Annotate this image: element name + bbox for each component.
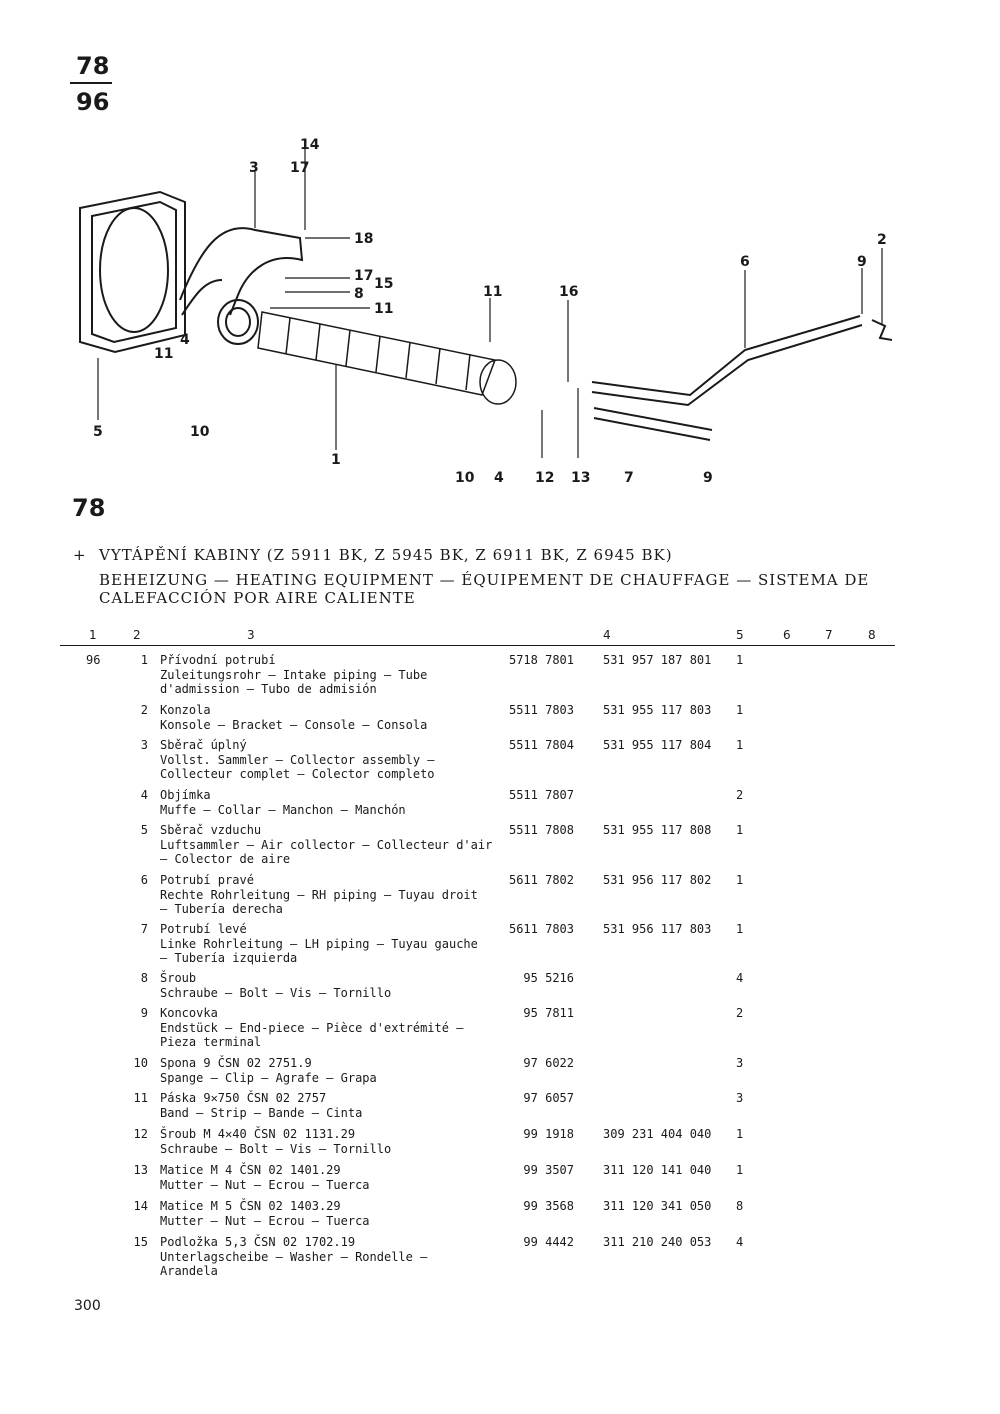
col-header-3: 3: [247, 628, 255, 642]
part-code-cell: 97 6057: [523, 1091, 574, 1105]
description-line: Mutter — Nut — Ecrou — Tuerca: [160, 1177, 370, 1192]
description-cell: [160, 653, 505, 697]
table-header-rule: [60, 645, 895, 646]
description-line: d'admission — Tubo de admisión: [160, 682, 377, 696]
air-collector-drawing: [80, 192, 185, 352]
description-line: Objímka: [160, 788, 211, 802]
exploded-diagram: [0, 120, 1000, 500]
reference-number-cell: 311 210 240 053: [603, 1235, 712, 1249]
position-cell: 9: [140, 1006, 148, 1020]
position-cell: 13: [133, 1163, 148, 1177]
description-line: Arandela: [160, 1264, 218, 1278]
callout-4: 4: [180, 332, 190, 348]
callout-5: 5: [93, 424, 103, 440]
description-line: Pieza terminal: [160, 1035, 262, 1049]
part-code-cell: 99 4442: [523, 1235, 574, 1249]
part-code-cell: 5511 7803: [508, 703, 574, 717]
callout-3: 3: [249, 160, 259, 176]
quantity-cell: 1: [736, 873, 744, 887]
position-cell: 3: [140, 738, 148, 752]
section-title-cz: VYTÁPĚNÍ KABINY (Z 5911 BK, Z 5945 BK, Z 6911 BK, Z 6945 BK): [99, 546, 673, 564]
reference-number-cell: 531 956 117 802: [603, 873, 712, 887]
description-line: Přívodní potrubí: [160, 653, 276, 667]
quantity-cell: 1: [736, 823, 744, 837]
col-header-4: 4: [603, 628, 611, 642]
description-line: Endstück — End-piece — Pièce d'extrémité —: [160, 1020, 464, 1035]
section-number: 78: [72, 494, 106, 522]
quantity-cell: 2: [736, 788, 744, 802]
description-line: Páska 9✕750 ČSN 02 2757: [160, 1091, 327, 1105]
quantity-cell: 1: [736, 922, 744, 936]
col-header-5: 5: [736, 628, 744, 642]
quantity-cell: 3: [736, 1056, 744, 1070]
figure-ref-cell: 96: [86, 653, 101, 667]
description-line: Muffe — Collar — Manchon — Manchón: [160, 802, 406, 817]
callout-6: 6: [740, 254, 750, 270]
position-cell: 15: [133, 1235, 148, 1249]
description-line: Mutter — Nut — Ecrou — Tuerca: [160, 1213, 370, 1228]
figure-number-top: 78: [76, 52, 110, 80]
description-line: Schraube — Bolt — Vis — Tornillo: [160, 1141, 392, 1156]
callout-2: 2: [877, 232, 887, 248]
description-cell: [160, 1127, 505, 1156]
callout-11: 11: [374, 301, 394, 317]
quantity-cell: 4: [736, 971, 744, 985]
position-cell: 1: [140, 653, 148, 667]
position-cell: 8: [140, 971, 148, 985]
reference-number-cell: 531 955 117 808: [603, 823, 712, 837]
description-cell: [160, 738, 505, 782]
part-code-cell: 97 6022: [523, 1056, 574, 1070]
description-line: Koncovka: [160, 1006, 218, 1020]
description-line: — Tubería izquierda: [160, 951, 298, 965]
part-code-cell: 5511 7808: [508, 823, 574, 837]
description-line: Unterlagscheibe — Washer — Rondelle —: [160, 1249, 428, 1264]
col-header-1: 1: [89, 628, 97, 642]
description-line: Collecteur complet — Colector completo: [160, 767, 435, 781]
description-cell: [160, 971, 505, 1000]
reference-number-cell: 311 120 141 040: [603, 1163, 712, 1177]
callout-8: 8: [354, 286, 364, 302]
description-line: Schraube — Bolt — Vis — Tornillo: [160, 985, 392, 1000]
description-line: Spona 9 ČSN 02 2751.9: [160, 1056, 312, 1070]
position-cell: 5: [140, 823, 148, 837]
reference-number-cell: 311 120 341 050: [603, 1199, 712, 1213]
page-number: 300: [74, 1298, 101, 1314]
reference-number-cell: 531 956 117 803: [603, 922, 712, 936]
callout-11c: 11: [483, 284, 503, 300]
part-code-cell: 99 3507: [523, 1163, 574, 1177]
part-code-cell: 5511 7807: [508, 788, 574, 802]
quantity-cell: 2: [736, 1006, 744, 1020]
position-cell: 10: [133, 1056, 148, 1070]
description-line: Podložka 5,3 ČSN 02 1702.19: [160, 1235, 356, 1249]
description-line: Potrubí pravé: [160, 873, 254, 887]
description-line: Rechte Rohrleitung — RH piping — Tuyau droit: [160, 887, 478, 902]
leader-lines: [98, 148, 882, 458]
description-cell: [160, 788, 505, 817]
description-line: Sběrač úplný: [160, 738, 247, 752]
description-line: Matice M 4 ČSN 02 1401.29: [160, 1163, 341, 1177]
quantity-cell: 1: [736, 1163, 744, 1177]
intake-piping-drawing: [258, 312, 516, 404]
callout-1: 1: [331, 452, 341, 468]
section-marker: +: [73, 546, 87, 564]
part-code-cell: 99 3568: [523, 1199, 574, 1213]
description-line: Band — Strip — Bande — Cinta: [160, 1105, 363, 1120]
callout-18: 18: [354, 231, 374, 247]
position-cell: 11: [133, 1091, 148, 1105]
callout-15: 15: [374, 276, 394, 292]
description-line: Konsole — Bracket — Console — Consola: [160, 717, 428, 732]
col-header-6: 6: [783, 628, 791, 642]
quantity-cell: 1: [736, 738, 744, 752]
col-header-7: 7: [825, 628, 833, 642]
position-cell: 14: [133, 1199, 148, 1213]
callout-7: 7: [624, 470, 634, 486]
description-cell: [160, 1199, 505, 1228]
description-cell: [160, 1091, 505, 1120]
description-line: — Tubería derecha: [160, 902, 283, 916]
description-line: Luftsammler — Air collector — Collecteur d'air: [160, 837, 493, 852]
description-line: Zuleitungsrohr — Intake piping — Tube: [160, 667, 428, 682]
part-code-cell: 95 5216: [523, 971, 574, 985]
position-cell: 4: [140, 788, 148, 802]
description-line: Konzola: [160, 703, 211, 717]
description-line: Spange — Clip — Agrafe — Grapa: [160, 1070, 377, 1085]
description-line: Sběrač vzduchu: [160, 823, 262, 837]
callout-9: 9: [857, 254, 867, 270]
description-line: — Colector de aire: [160, 852, 291, 866]
description-cell: [160, 823, 505, 867]
quantity-cell: 1: [736, 1127, 744, 1141]
collector-assembly-drawing: [180, 228, 302, 344]
description-line: Šroub M 4✕40 ČSN 02 1131.29: [160, 1127, 356, 1141]
description-cell: [160, 1235, 505, 1279]
part-code-cell: 95 7811: [523, 1006, 574, 1020]
quantity-cell: 4: [736, 1235, 744, 1249]
callout-17: 17: [290, 160, 310, 176]
quantity-cell: 1: [736, 653, 744, 667]
part-code-cell: 5511 7804: [508, 738, 574, 752]
callout-12: 12: [535, 470, 555, 486]
col-header-8: 8: [868, 628, 876, 642]
callout-9b: 9: [703, 470, 713, 486]
callout-10b: 10: [455, 470, 475, 486]
callout-14: 14: [300, 137, 320, 153]
description-cell: [160, 922, 505, 966]
description-line: Šroub: [160, 971, 197, 985]
fraction-line: [70, 82, 112, 84]
reference-number-cell: 309 231 404 040: [603, 1127, 712, 1141]
description-cell: [160, 873, 505, 917]
callout-13: 13: [571, 470, 591, 486]
description-cell: [160, 703, 505, 732]
description-line: Vollst. Sammler — Collector assembly —: [160, 752, 435, 767]
reference-number-cell: 531 955 117 804: [603, 738, 712, 752]
section-title-multi-1: BEHEIZUNG — HEATING EQUIPMENT — ÉQUIPEMENT DE CHAUFFAGE — SISTEMA DE: [99, 571, 870, 589]
part-code-cell: 5611 7803: [508, 922, 574, 936]
callout-4b: 4: [494, 470, 504, 486]
quantity-cell: 3: [736, 1091, 744, 1105]
col-header-2: 2: [133, 628, 141, 642]
description-line: Potrubí levé: [160, 922, 247, 936]
rh-lh-piping-drawing: [592, 316, 892, 440]
part-code-cell: 5718 7801: [508, 653, 574, 667]
part-code-cell: 5611 7802: [508, 873, 574, 887]
description-line: Matice M 5 ČSN 02 1403.29: [160, 1199, 341, 1213]
position-cell: 6: [140, 873, 148, 887]
callout-16: 16: [559, 284, 579, 300]
callout-17b: 17: [354, 268, 374, 284]
quantity-cell: 1: [736, 703, 744, 717]
reference-number-cell: 531 955 117 803: [603, 703, 712, 717]
description-cell: [160, 1163, 505, 1192]
description-cell: [160, 1056, 505, 1085]
position-cell: 2: [140, 703, 148, 717]
quantity-cell: 8: [736, 1199, 744, 1213]
reference-number-cell: 531 957 187 801: [603, 653, 712, 667]
callout-11b: 11: [154, 346, 174, 362]
part-code-cell: 99 1918: [523, 1127, 574, 1141]
figure-number-bottom: 96: [76, 88, 110, 116]
position-cell: 7: [140, 922, 148, 936]
description-line: Linke Rohrleitung — LH piping — Tuyau gauche: [160, 936, 478, 951]
section-title-multi-2: CALEFACCIÓN POR AIRE CALIENTE: [99, 589, 416, 607]
position-cell: 12: [133, 1127, 148, 1141]
callout-10: 10: [190, 424, 210, 440]
description-cell: [160, 1006, 505, 1050]
